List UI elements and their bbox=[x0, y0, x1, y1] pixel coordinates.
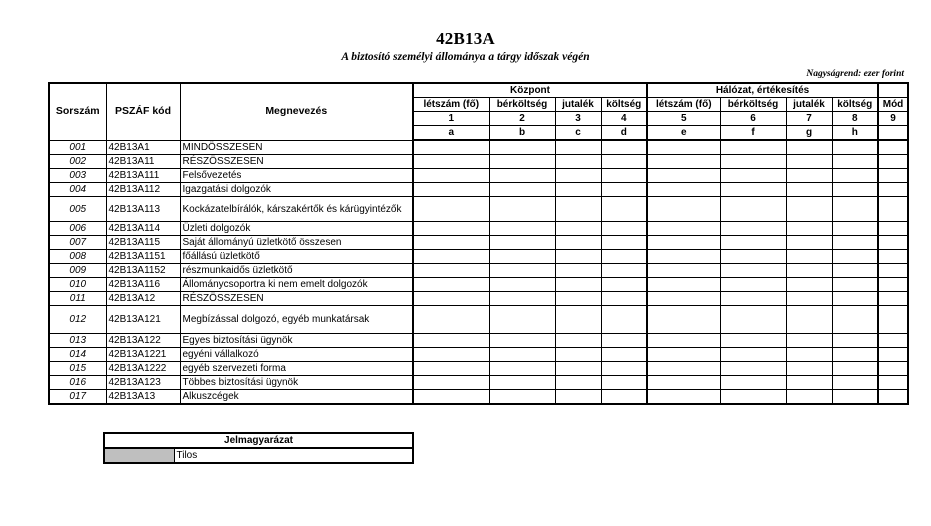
data-cell-2[interactable] bbox=[489, 306, 555, 334]
data-cell-3[interactable] bbox=[555, 183, 601, 197]
row-name: RÉSZÖSSZESEN bbox=[180, 155, 413, 169]
row-code: 42B13A112 bbox=[106, 183, 180, 197]
row-name: főállású üzletkötő bbox=[180, 250, 413, 264]
data-cell-2[interactable] bbox=[489, 155, 555, 169]
row-code: 42B13A1 bbox=[106, 140, 180, 155]
data-cell-4[interactable] bbox=[601, 169, 647, 183]
subheader-1: létszám (fő) bbox=[413, 98, 489, 112]
data-cell-1[interactable] bbox=[413, 348, 489, 362]
data-cell-9[interactable] bbox=[878, 236, 908, 250]
row-number: 003 bbox=[49, 169, 106, 183]
row-name: Kockázatelbírálók, kárszakértők és kárügyintézők bbox=[180, 197, 413, 222]
data-cell-5[interactable] bbox=[647, 236, 720, 250]
data-cell-9[interactable] bbox=[878, 264, 908, 278]
table-row bbox=[49, 155, 908, 169]
unit-note: Nagyságrend: ezer forint bbox=[806, 69, 904, 79]
data-cell-6[interactable] bbox=[720, 140, 786, 155]
row-name: egyéb szervezeti forma bbox=[180, 362, 413, 376]
data-cell-8[interactable] bbox=[832, 236, 878, 250]
data-cell-4[interactable] bbox=[601, 222, 647, 236]
data-cell-1[interactable] bbox=[413, 155, 489, 169]
data-cell-7[interactable] bbox=[786, 278, 832, 292]
data-cell-5[interactable] bbox=[647, 334, 720, 348]
table-row bbox=[49, 222, 908, 236]
data-cell-1[interactable] bbox=[413, 236, 489, 250]
row-number: 001 bbox=[49, 140, 106, 155]
data-cell-2[interactable] bbox=[489, 362, 555, 376]
data-cell-6[interactable] bbox=[720, 376, 786, 390]
data-cell-7[interactable] bbox=[786, 222, 832, 236]
data-cell-8[interactable] bbox=[832, 264, 878, 278]
data-cell-4[interactable] bbox=[601, 334, 647, 348]
data-cell-8[interactable] bbox=[832, 155, 878, 169]
subheader-6: bérköltség bbox=[720, 98, 786, 112]
data-cell-2[interactable] bbox=[489, 390, 555, 405]
row-code: 42B13A11 bbox=[106, 155, 180, 169]
data-cell-3[interactable] bbox=[555, 376, 601, 390]
row-code: 42B13A113 bbox=[106, 197, 180, 222]
data-cell-7[interactable] bbox=[786, 306, 832, 334]
data-cell-1[interactable] bbox=[413, 278, 489, 292]
header-kozpont: Központ bbox=[413, 83, 647, 98]
data-cell-8[interactable] bbox=[832, 376, 878, 390]
row-number: 009 bbox=[49, 264, 106, 278]
data-cell-6[interactable] bbox=[720, 390, 786, 405]
row-name: Igazgatási dolgozók bbox=[180, 183, 413, 197]
table-row bbox=[49, 278, 908, 292]
header-mod-top bbox=[878, 83, 908, 98]
data-cell-6[interactable] bbox=[720, 222, 786, 236]
col-number-4: 4 bbox=[601, 112, 647, 126]
row-name: részmunkaidős üzletkötő bbox=[180, 264, 413, 278]
data-cell-5[interactable] bbox=[647, 278, 720, 292]
table-row bbox=[49, 306, 908, 334]
data-cell-7[interactable] bbox=[786, 348, 832, 362]
row-code: 42B13A115 bbox=[106, 236, 180, 250]
data-cell-9[interactable] bbox=[878, 140, 908, 155]
data-cell-3[interactable] bbox=[555, 222, 601, 236]
data-cell-5[interactable] bbox=[647, 390, 720, 405]
data-cell-6[interactable] bbox=[720, 197, 786, 222]
data-cell-1[interactable] bbox=[413, 390, 489, 405]
row-name: Megbízással dolgozó, egyéb munkatársak bbox=[180, 306, 413, 334]
col-number-6: 6 bbox=[720, 112, 786, 126]
row-number: 011 bbox=[49, 292, 106, 306]
data-cell-2[interactable] bbox=[489, 292, 555, 306]
subheader-8: költség bbox=[832, 98, 878, 112]
data-cell-9[interactable] bbox=[878, 183, 908, 197]
data-cell-7[interactable] bbox=[786, 236, 832, 250]
data-cell-1[interactable] bbox=[413, 197, 489, 222]
data-cell-5[interactable] bbox=[647, 376, 720, 390]
data-cell-4[interactable] bbox=[601, 183, 647, 197]
col-number-1: 1 bbox=[413, 112, 489, 126]
data-cell-2[interactable] bbox=[489, 348, 555, 362]
table-row bbox=[49, 264, 908, 278]
data-cell-3[interactable] bbox=[555, 264, 601, 278]
row-number: 002 bbox=[49, 155, 106, 169]
row-number: 017 bbox=[49, 390, 106, 405]
data-cell-6[interactable] bbox=[720, 278, 786, 292]
data-cell-4[interactable] bbox=[601, 264, 647, 278]
row-code: 42B13A121 bbox=[106, 306, 180, 334]
table-row bbox=[49, 197, 908, 222]
data-cell-2[interactable] bbox=[489, 278, 555, 292]
data-cell-9[interactable] bbox=[878, 197, 908, 222]
data-cell-5[interactable] bbox=[647, 140, 720, 155]
data-cell-4[interactable] bbox=[601, 292, 647, 306]
col-letter-4: d bbox=[601, 126, 647, 141]
col-number-3: 3 bbox=[555, 112, 601, 126]
data-cell-1[interactable] bbox=[413, 376, 489, 390]
data-cell-5[interactable] bbox=[647, 222, 720, 236]
data-cell-3[interactable] bbox=[555, 236, 601, 250]
table-row bbox=[49, 183, 908, 197]
data-cell-7[interactable] bbox=[786, 155, 832, 169]
row-name: Többes biztosítási ügynök bbox=[180, 376, 413, 390]
row-name: Állománycsoportra ki nem emelt dolgozók bbox=[180, 278, 413, 292]
legend-label: Tilos bbox=[174, 448, 413, 463]
data-cell-3[interactable] bbox=[555, 197, 601, 222]
data-cell-7[interactable] bbox=[786, 169, 832, 183]
row-code: 42B13A1151 bbox=[106, 250, 180, 264]
data-cell-9[interactable] bbox=[878, 362, 908, 376]
subheader-5: létszám (fő) bbox=[647, 98, 720, 112]
col-number-2: 2 bbox=[489, 112, 555, 126]
data-cell-3[interactable] bbox=[555, 334, 601, 348]
data-cell-3[interactable] bbox=[555, 169, 601, 183]
table-row bbox=[49, 169, 908, 183]
data-cell-7[interactable] bbox=[786, 334, 832, 348]
data-cell-4[interactable] bbox=[601, 306, 647, 334]
row-code: 42B13A122 bbox=[106, 334, 180, 348]
data-cell-3[interactable] bbox=[555, 250, 601, 264]
row-number: 006 bbox=[49, 222, 106, 236]
row-code: 42B13A114 bbox=[106, 222, 180, 236]
table-row bbox=[49, 236, 908, 250]
data-cell-1[interactable] bbox=[413, 334, 489, 348]
data-cell-3[interactable] bbox=[555, 348, 601, 362]
subheader-3: jutalék bbox=[555, 98, 601, 112]
form-subtitle: A biztosító személyi állománya a tárgy időszak végén bbox=[341, 51, 590, 63]
header-pszaf-kod: PSZÁF kód bbox=[106, 83, 180, 140]
data-cell-2[interactable] bbox=[489, 236, 555, 250]
col-letter-3: c bbox=[555, 126, 601, 141]
data-cell-6[interactable] bbox=[720, 362, 786, 376]
legend-swatch bbox=[104, 448, 174, 463]
data-cell-5[interactable] bbox=[647, 183, 720, 197]
data-cell-8[interactable] bbox=[832, 334, 878, 348]
data-cell-4[interactable] bbox=[601, 250, 647, 264]
row-name: Felsővezetés bbox=[180, 169, 413, 183]
row-number: 012 bbox=[49, 306, 106, 334]
row-code: 42B13A1152 bbox=[106, 264, 180, 278]
table-row bbox=[49, 140, 908, 155]
col-letter-1: a bbox=[413, 126, 489, 141]
data-cell-3[interactable] bbox=[555, 362, 601, 376]
subheader-7: jutalék bbox=[786, 98, 832, 112]
data-cell-4[interactable] bbox=[601, 140, 647, 155]
data-cell-6[interactable] bbox=[720, 348, 786, 362]
data-cell-2[interactable] bbox=[489, 222, 555, 236]
row-name: Egyes biztosítási ügynök bbox=[180, 334, 413, 348]
data-cell-4[interactable] bbox=[601, 197, 647, 222]
header-megnevezes: Megnevezés bbox=[180, 83, 413, 140]
row-number: 015 bbox=[49, 362, 106, 376]
data-cell-9[interactable] bbox=[878, 390, 908, 405]
data-cell-4[interactable] bbox=[601, 236, 647, 250]
data-cell-6[interactable] bbox=[720, 155, 786, 169]
header-sorszam: Sorszám bbox=[49, 83, 106, 140]
data-cell-5[interactable] bbox=[647, 169, 720, 183]
row-number: 007 bbox=[49, 236, 106, 250]
data-cell-5[interactable] bbox=[647, 306, 720, 334]
col-number-8: 8 bbox=[832, 112, 878, 126]
data-cell-6[interactable] bbox=[720, 183, 786, 197]
data-cell-8[interactable] bbox=[832, 140, 878, 155]
data-cell-6[interactable] bbox=[720, 334, 786, 348]
row-code: 42B13A1221 bbox=[106, 348, 180, 362]
table-row bbox=[49, 348, 908, 362]
data-cell-4[interactable] bbox=[601, 390, 647, 405]
row-name: Saját állományú üzletkötő összesen bbox=[180, 236, 413, 250]
row-code: 42B13A1222 bbox=[106, 362, 180, 376]
data-cell-7[interactable] bbox=[786, 140, 832, 155]
data-cell-9[interactable] bbox=[878, 155, 908, 169]
data-cell-8[interactable] bbox=[832, 183, 878, 197]
data-cell-7[interactable] bbox=[786, 390, 832, 405]
data-cell-3[interactable] bbox=[555, 155, 601, 169]
data-cell-9[interactable] bbox=[878, 376, 908, 390]
data-cell-9[interactable] bbox=[878, 250, 908, 264]
row-name: Alkuszcégek bbox=[180, 390, 413, 405]
data-cell-7[interactable] bbox=[786, 362, 832, 376]
data-cell-5[interactable] bbox=[647, 292, 720, 306]
data-cell-9[interactable] bbox=[878, 306, 908, 334]
row-name: MINDÖSSZESEN bbox=[180, 140, 413, 155]
row-name: Üzleti dolgozók bbox=[180, 222, 413, 236]
data-cell-5[interactable] bbox=[647, 348, 720, 362]
data-cell-8[interactable] bbox=[832, 390, 878, 405]
data-cell-4[interactable] bbox=[601, 362, 647, 376]
data-cell-9[interactable] bbox=[878, 169, 908, 183]
data-cell-4[interactable] bbox=[601, 155, 647, 169]
table-row bbox=[49, 390, 908, 405]
col-number-5: 5 bbox=[647, 112, 720, 126]
row-code: 42B13A123 bbox=[106, 376, 180, 390]
data-cell-1[interactable] bbox=[413, 222, 489, 236]
data-cell-2[interactable] bbox=[489, 264, 555, 278]
data-cell-1[interactable] bbox=[413, 183, 489, 197]
legend-title: Jelmagyarázat bbox=[104, 433, 413, 448]
data-cell-4[interactable] bbox=[601, 348, 647, 362]
form-title: 42B13A bbox=[436, 29, 495, 48]
data-cell-1[interactable] bbox=[413, 250, 489, 264]
data-cell-6[interactable] bbox=[720, 169, 786, 183]
subheader-4: költség bbox=[601, 98, 647, 112]
row-code: 42B13A111 bbox=[106, 169, 180, 183]
row-number: 013 bbox=[49, 334, 106, 348]
subheader-9: Mód bbox=[878, 98, 908, 112]
data-cell-2[interactable] bbox=[489, 140, 555, 155]
data-cell-8[interactable] bbox=[832, 306, 878, 334]
data-cell-7[interactable] bbox=[786, 376, 832, 390]
data-cell-9[interactable] bbox=[878, 334, 908, 348]
header-halozat: Hálózat, értékesítés bbox=[647, 83, 878, 98]
legend-table bbox=[103, 432, 414, 464]
data-cell-1[interactable] bbox=[413, 306, 489, 334]
col-letter-6: f bbox=[720, 126, 786, 141]
subheader-2: bérköltség bbox=[489, 98, 555, 112]
data-cell-1[interactable] bbox=[413, 264, 489, 278]
data-cell-8[interactable] bbox=[832, 278, 878, 292]
data-cell-5[interactable] bbox=[647, 250, 720, 264]
col-letter-5: e bbox=[647, 126, 720, 141]
table-row bbox=[49, 376, 908, 390]
data-cell-6[interactable] bbox=[720, 292, 786, 306]
data-cell-8[interactable] bbox=[832, 292, 878, 306]
data-cell-9[interactable] bbox=[878, 292, 908, 306]
row-number: 008 bbox=[49, 250, 106, 264]
col-letter-2: b bbox=[489, 126, 555, 141]
table-row bbox=[49, 250, 908, 264]
row-name: RÉSZÖSSZESEN bbox=[180, 292, 413, 306]
data-cell-7[interactable] bbox=[786, 183, 832, 197]
data-cell-9[interactable] bbox=[878, 278, 908, 292]
data-cell-6[interactable] bbox=[720, 250, 786, 264]
data-cell-8[interactable] bbox=[832, 169, 878, 183]
data-cell-1[interactable] bbox=[413, 292, 489, 306]
row-code: 42B13A116 bbox=[106, 278, 180, 292]
data-cell-8[interactable] bbox=[832, 250, 878, 264]
data-cell-5[interactable] bbox=[647, 264, 720, 278]
data-cell-6[interactable] bbox=[720, 306, 786, 334]
data-cell-3[interactable] bbox=[555, 292, 601, 306]
data-cell-1[interactable] bbox=[413, 169, 489, 183]
data-cell-8[interactable] bbox=[832, 348, 878, 362]
data-cell-2[interactable] bbox=[489, 250, 555, 264]
data-cell-5[interactable] bbox=[647, 155, 720, 169]
data-cell-5[interactable] bbox=[647, 362, 720, 376]
col-letter-7: g bbox=[786, 126, 832, 141]
data-cell-4[interactable] bbox=[601, 278, 647, 292]
data-cell-7[interactable] bbox=[786, 264, 832, 278]
data-cell-1[interactable] bbox=[413, 140, 489, 155]
data-cell-2[interactable] bbox=[489, 169, 555, 183]
data-cell-3[interactable] bbox=[555, 390, 601, 405]
data-cell-2[interactable] bbox=[489, 334, 555, 348]
col-number-7: 7 bbox=[786, 112, 832, 126]
data-table bbox=[48, 82, 909, 405]
row-code: 42B13A13 bbox=[106, 390, 180, 405]
data-cell-3[interactable] bbox=[555, 140, 601, 155]
col-letter-8: h bbox=[832, 126, 878, 141]
data-cell-6[interactable] bbox=[720, 264, 786, 278]
data-cell-2[interactable] bbox=[489, 376, 555, 390]
table-row bbox=[49, 362, 908, 376]
row-number: 004 bbox=[49, 183, 106, 197]
data-cell-2[interactable] bbox=[489, 197, 555, 222]
data-cell-7[interactable] bbox=[786, 250, 832, 264]
data-cell-8[interactable] bbox=[832, 222, 878, 236]
col-number-9: 9 bbox=[878, 112, 908, 126]
data-cell-9[interactable] bbox=[878, 222, 908, 236]
data-cell-7[interactable] bbox=[786, 197, 832, 222]
row-code: 42B13A12 bbox=[106, 292, 180, 306]
data-cell-7[interactable] bbox=[786, 292, 832, 306]
data-cell-1[interactable] bbox=[413, 362, 489, 376]
data-cell-8[interactable] bbox=[832, 197, 878, 222]
data-cell-4[interactable] bbox=[601, 376, 647, 390]
table-row bbox=[49, 292, 908, 306]
data-cell-9[interactable] bbox=[878, 348, 908, 362]
row-number: 016 bbox=[49, 376, 106, 390]
row-number: 010 bbox=[49, 278, 106, 292]
data-cell-2[interactable] bbox=[489, 183, 555, 197]
row-number: 005 bbox=[49, 197, 106, 222]
table-row bbox=[49, 334, 908, 348]
data-cell-3[interactable] bbox=[555, 306, 601, 334]
data-cell-3[interactable] bbox=[555, 278, 601, 292]
data-cell-5[interactable] bbox=[647, 197, 720, 222]
data-cell-8[interactable] bbox=[832, 362, 878, 376]
row-number: 014 bbox=[49, 348, 106, 362]
row-name: egyéni vállalkozó bbox=[180, 348, 413, 362]
data-cell-6[interactable] bbox=[720, 236, 786, 250]
col-letter-9 bbox=[878, 126, 908, 141]
